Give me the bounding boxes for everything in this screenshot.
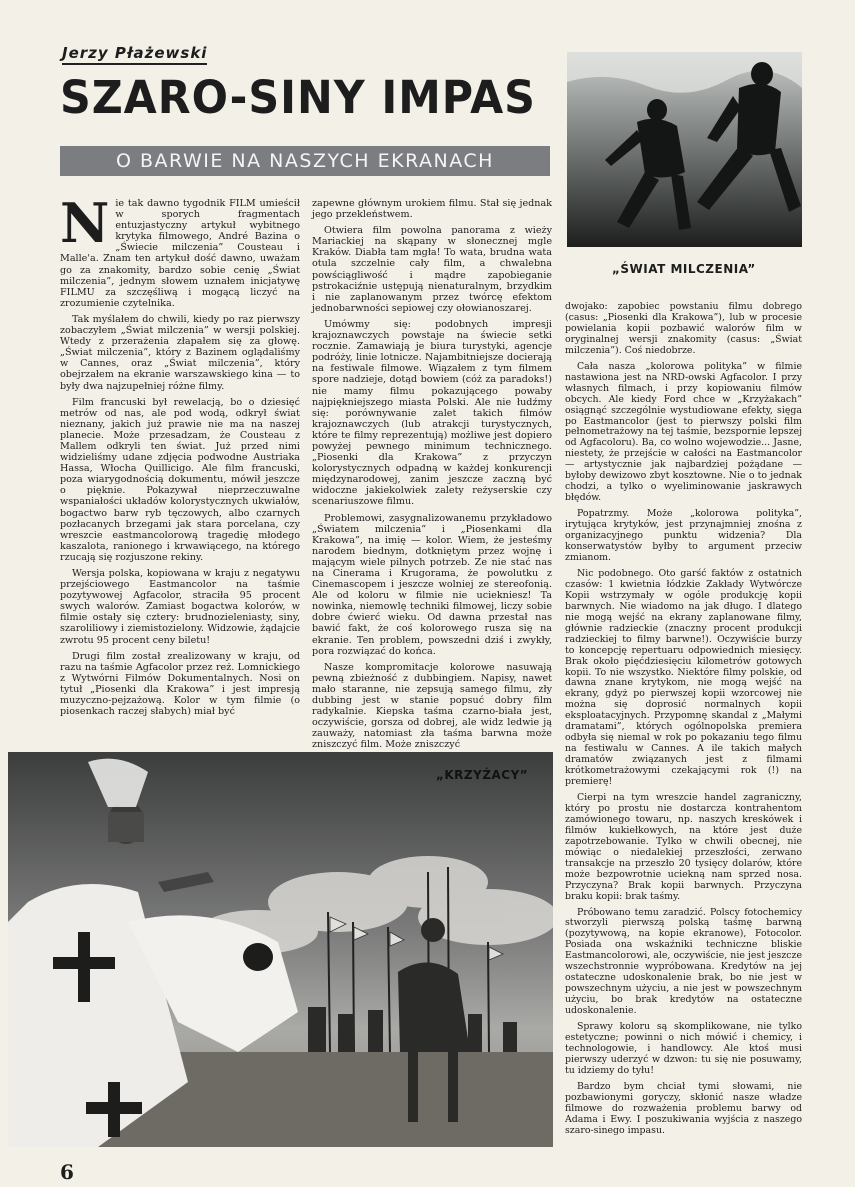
paragraph: Cierpi na tym wreszcie handel zagraniczny, który po prostu nie dostarcza kontrahentom zamówionego towaru, np. naszych kreskówek i filmów kukiełkowych, na które jest duże zapotrzebowanie. Tylko w chwili obecnej, nie mówiąc o niedalekiej przeszłości, zerwano transakcje na przeszło 20 tysięcy dolarów, które może bezpowrotnie uciekną nam sprzed nosa. Przyczyna? Brak kopii barwnych. Przyczyna braku kopii: brak taśmy. xyxy=(565,791,802,902)
paragraph: Cała nasza „kolorowa polityka” w filmie nastawiona jest na NRD-owski Agfacolor. I przy własnych filmach, i przy kopiowaniu filmów obcych. Ale kiedy Ford chce w „Krzyżakach” osiągnąć szczególnie wystudiowane efekty, sięga po Eastmancolor (jest to pierwszy polski film pełnometrażowy na tej taśmie, bezspornie lepszej od Agfacoloru). Ba, co wolno wojewodzie... Jasne, niestety, że przejście w całości na Eastmancolor — artystycznie jak najbardziej pożądane — byłoby dewizowo zbyt kosztowne. Nie o to jednak chodzi, a tylko o wyeliminowanie jaskrawych błędów. xyxy=(565,360,802,504)
divers-caption: „ŚWIAT MILCZENIA” xyxy=(612,262,756,276)
paragraph: Umówmy się: podobnych impresji krajoznawczych powstaje na świecie setki rocznie. Zamawiają je biura turystyki, agencje podróży, linie lotnicze. Najambitniejsze docierają na festiwale filmowe. Wiązałem z tym filmem spore nadzieje, dotąd bowiem (cóż za paradoks!) nie mamy filmu pokazującego powaby najpiękniejszego miasta Polski. Ale nie łudźmy się: porównywanie zalet takich filmów krajoznawczych (lub atrakcji turystycznych, które te filmy reprezentują) możliwe jest dopiero powyżej pewnego minimum technicznego. „Piosenki dla Krakowa” z przyczyn kolorystycznych odpadną w każdej konkurencji międzynarodowej, zanim jeszcze zaczną być widoczne jakiekolwiek zalety reżyserskie czy scenariuszowe filmu. xyxy=(312,318,552,508)
underwater-divers-image xyxy=(567,52,802,247)
paragraph: Nasze kompromitacje kolorowe nasuwają pewną zbieżność z dubbingiem. Napisy, nawet mało staranne, nie zepsują samego filmu, zły dubbing jest w stanie popsuć dobry film radykalnie. Kiepska taśma czarno-biała jest, oczywiście, gorsza od dobrej, ale widz ledwie ją zauważy, natomiast zła taśma barwna może zniszczyć film. Może zniszczyć xyxy=(312,661,552,751)
paragraph: Nie tak dawno tygodnik FILM umieścił w sporych fragmentach entuzjastyczny artykuł wybitnego krytyka filmowego, André Bazina o „Świecie milczenia” Cousteau i Malle'a. Znam ten artykuł dość dawno, uważam go za znakomity, bardzo sobie cenię „Świat milczenia”, jednym słowem uznałem inicjatywę FILMU za szczęśliwą i mogącą liczyć na zrozumienie czytelnika. xyxy=(60,191,300,309)
paragraph: Sprawy koloru są skomplikowane, nie tylko estetyczne; powinni o nich mówić i chemicy, i technologowie, i handlowcy. Ale ktoś musi pierwszy uderzyć w dzwon: tu się nie posuwamy, tu idziemy do tyłu! xyxy=(565,1021,802,1076)
subtitle-banner: O BARWIE NA NASZYCH EKRANACH xyxy=(60,146,550,176)
knights-photo xyxy=(8,752,553,1147)
paragraph: Film francuski był rewelacją, bo o dziesięć metrów od nas, ale pod wodą, odkrył świat nieznany, jakich już prawie nie ma na naszej planecie. Może przesadzam, że Cousteau z Mallem odkryli ten świat. Już przed nimi widzieliśmy udane zdjęcia podwodne Austriaka Hassa, Włocha Quillicigo. Ale film francuski, poza wiarygodnością dokumentu, mówił jeszcze o pięknie. Pokazywał nieprzeczuwalne wspaniałości układów kolorystycznych ukwiałów, bogactwo barw ryb tęczowych, albo czarnych pozłacanych brzegami jak stara porcelana, czy wreszcie eastmancolorową tragedię młodego kaszalota, ranionego i krwawiącego, na którego rzucają się rozjuszone rekiny. xyxy=(60,396,300,563)
paragraph: Bardzo bym chciał tymi słowami, nie pozbawionymi goryczy, skłonić nasze władze filmowe do rozważenia problemu barwy od Adama i Ewy. I poszukiwania wyjścia z naszego szaro-sinego impasu. xyxy=(565,1080,802,1136)
teutonic-knights-image xyxy=(8,752,553,1147)
paragraph: Tak myślałem do chwili, kiedy po raz pierwszy zobaczyłem „Świat milczenia” w wersji polskiej. Wtedy z przerażenia złapałem się za głowę. „Świat milczenia”, który z Bazinem oglądaliśmy w Cannes, oraz „Świat milczenia”, który obejrzałem na ekranie warszawskiego kina — to były dwa najzupełniej różne filmy. xyxy=(60,313,300,392)
drop-cap: N xyxy=(60,191,110,255)
headline: SZARO-SINY IMPAS xyxy=(60,71,536,124)
column-1 xyxy=(60,191,300,722)
paragraph: Drugi film został zrealizowany w kraju, od razu na taśmie Agfacolor przez reż. Lomnickiego z Wytwórni Filmów Dokumentalnych. Nosi on tytuł „Piosenki dla Krakowa” i jest impresją muzyczno-pejzażową. Kolor w tym filmie (o piosenkach raczej słabych) miał być xyxy=(60,650,300,718)
page-number: 6 xyxy=(60,1160,74,1184)
divers-photo xyxy=(567,52,802,247)
column-3 xyxy=(565,302,802,1142)
column-2 xyxy=(312,198,552,756)
paragraph: dwojako: zapobiec powstaniu filmu dobrego (casus: „Piosenki dla Krakowa”), lub w procesie powielania kopii pozbawić walorów film w oryginalnej wersji znakomity (casus: „Świat milczenia”). Coś niedobrze. xyxy=(565,301,802,356)
paragraph: Problemowi, zasygnalizowanemu przykładowo „Światem milczenia” i „Piosenkami dla Krakowa”, na imię — kolor. Wiem, że jesteśmy narodem biednym, dotkniętym przez wojnę i mającym wiele pilnych potrzeb. Ze nie stać nas na Cinerama i Krugorama, że powolutku z Cinemascopem i jeszcze wolniej ze stereofonią. Ale od koloru w filmie nie uciekniesz! Ta nowinka, niemowlę techniki filmowej, liczy sobie dobre ćwierć wieku. Od dawna przestał nas bawić fakt, że coś kolorowego rusza się na ekranie. Ten problem, powszedni dziś i zwykły, pora rozwiązać do końca. xyxy=(312,512,552,657)
paragraph: Popatrzmy. Może „kolorowa polityka”, irytująca krytyków, jest przynajmniej znośna z organizacyjnego punktu widzenia? Dla konserwatystów byłby to argument przeciw zmianom. xyxy=(565,508,802,563)
paragraph: Próbowano temu zaradzić. Polscy fotochemicy stworzyli pierwszą polską taśmę barwną (pozytywową, na kopie ekranowe), Fotocolor. Posiada ona wskaźniki techniczne bliskie Eastmancolorowi, ale, oczywiście, nie jest jeszcze wszechstronnie wypróbowana. Kredytów na jej ostateczne udoskonalenie brak, bo nie jest w powszechnym użyciu, a nie jest w powszechnym użyciu, bo brak kredytów na ostateczne udoskonalenie. xyxy=(565,906,802,1017)
paragraph: Nic podobnego. Oto garść faktów z ostatnich czasów: 1 kwietnia łódzkie Zakłady Wytwórcze Kopii wstrzymały w ogóle produkcję kopii barwnych. Nie wiadomo na jak długo. I dlatego nie mogą wejść na ekrany zaplanowane filmy, głównie radzieckie (znaczny procent produkcji radzieckiej to filmy barwne!). Oczywiście burzy to koncepcję repertuaru odpowiednich miesięcy. Brak około pięćdziesięciu kilometrów gotowych kopii. To nie wszystko. Niektóre filmy polskie, od dawna znane krytykom, nie mogą wejść na ekrany, gdyż po pierwszej kopii wzorcowej nie można się doprosić normalnych kopii eksploatacyjnych. Przypomnę skandal z „Małymi dramatami”, których ogólnopolska premiera odbyła się niemal w rok po pokazaniu tego filmu na festiwalu w Cannes. A ile takich małych dramatów związanych jest z filmami krótkometrażowymi czekającymi rok (!) na premierę! xyxy=(565,567,802,788)
author-byline: Jerzy Płażewski xyxy=(62,44,207,65)
paragraph: Wersja polska, kopiowana w kraju z negatywu przejściowego Eastmancolor na taśmie pozytywowej Agfacolor, straciła 95 procent swych walorów. Zamiast bogactwa kolorów, w filmie ostały się cztery: brudnozieleniasty, siny, szaroliliowy i ziemistozielony. Widzowie, żądajcie zwrotu 95 procent ceny biletu! xyxy=(60,568,300,646)
paragraph: Otwiera film powolna panorama z wieży Mariackiej na skąpany w słonecznej mgle Kraków. Diabła tam mgła! To wata, brudna wata otula szczelnie cały film, a chwalebna powściągliwość i mądre zapobieganie pstrokaciźnie ustępują nienaturalnym, brzydkim i nie zaplanowanym przez twórcę efektom jednobarwności sepiowej czy ołowianoszarej. xyxy=(312,225,552,314)
paragraph: zapewne głównym urokiem filmu. Stał się jednak jego przekleństwem. xyxy=(312,198,552,221)
knights-caption: „KRZYŻACY” xyxy=(436,768,529,782)
